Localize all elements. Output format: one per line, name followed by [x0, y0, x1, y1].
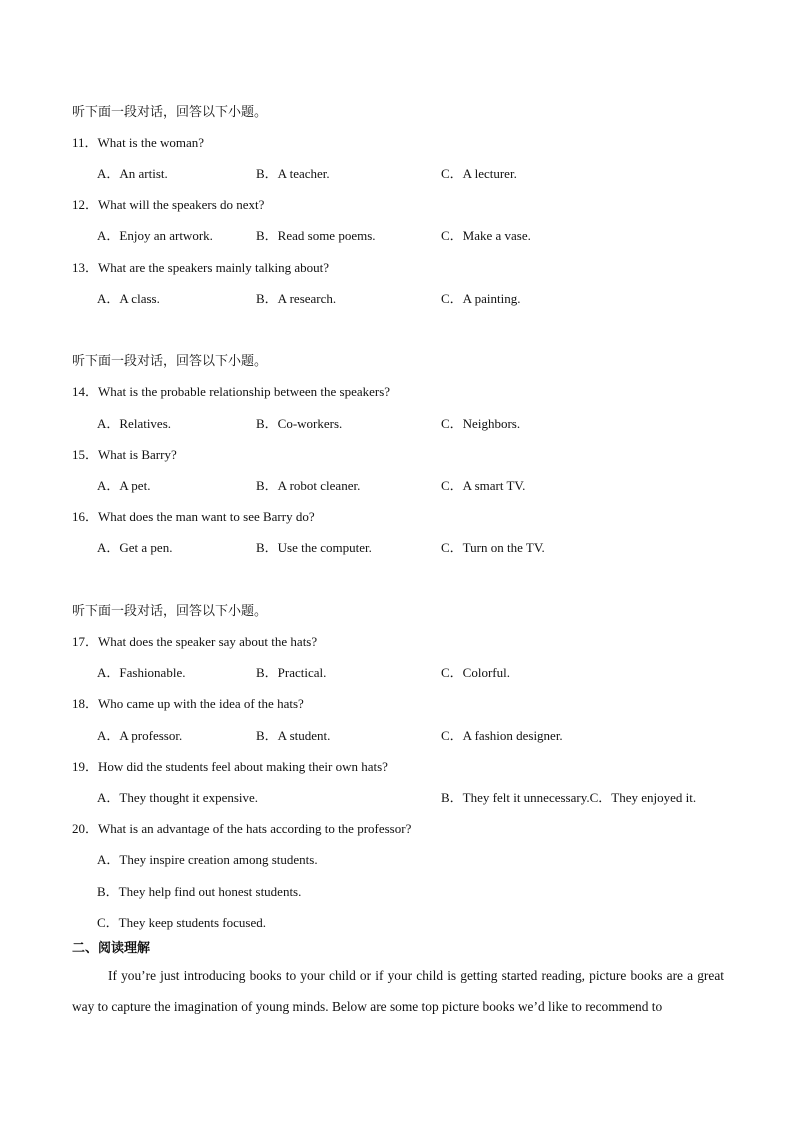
option-text: They thought it expensive. [119, 790, 259, 805]
option-letter: C． [441, 416, 463, 431]
option-text: They enjoyed it. [611, 790, 697, 805]
option-text: A smart TV. [462, 478, 526, 493]
option-letter: C． [441, 166, 463, 181]
option-14-c [441, 416, 520, 432]
option-letter: A． [97, 665, 120, 680]
question-14 [72, 384, 390, 400]
option-text: Relatives. [119, 416, 172, 431]
question-number: 13． [72, 260, 99, 275]
option-13-b [256, 291, 336, 307]
option-letter: C． [97, 915, 119, 930]
option-14-b [256, 416, 342, 432]
option-letter: B． [256, 166, 278, 181]
option-text: Read some poems. [277, 228, 376, 243]
option-19-c [590, 790, 697, 805]
option-text: An artist. [119, 166, 168, 181]
question-15 [72, 447, 177, 463]
option-letter: A． [97, 291, 120, 306]
option-11-b [256, 166, 330, 182]
option-text: A class. [119, 291, 160, 306]
question-number: 19． [72, 759, 99, 774]
option-letter: A． [97, 228, 120, 243]
option-letter: C． [441, 478, 463, 493]
option-letter: B． [441, 790, 463, 805]
option-letter: C． [441, 728, 463, 743]
question-text: What is an advantage of the hats according to the professor? [98, 821, 412, 836]
question-19 [72, 759, 388, 775]
question-text: What does the speaker say about the hats? [98, 634, 318, 649]
option-14-a [97, 416, 171, 432]
option-text: They inspire creation among students. [119, 852, 318, 867]
option-text: Turn on the TV. [462, 540, 545, 555]
option-15-a [97, 478, 150, 494]
option-text: A student. [277, 728, 331, 743]
option-letter: A． [97, 852, 120, 867]
option-13-a [97, 291, 160, 307]
option-letter: A． [97, 166, 120, 181]
option-letter: A． [97, 728, 120, 743]
question-text: What is the probable relationship between the speakers? [98, 384, 391, 399]
option-text: Use the computer. [277, 540, 372, 555]
option-18-c [441, 728, 563, 744]
option-text: They felt it unnecessary. [462, 790, 590, 805]
option-letter: B． [256, 728, 278, 743]
question-17 [72, 634, 317, 650]
option-text: A professor. [119, 728, 183, 743]
question-20 [72, 821, 411, 837]
option-18-b [256, 728, 330, 744]
section-1-intro: 听下面一段对话，回答以下小题。 [72, 104, 268, 119]
question-12 [72, 197, 264, 213]
section-3-intro: 听下面一段对话，回答以下小题。 [72, 603, 268, 618]
question-18 [72, 696, 304, 712]
option-15-c [441, 478, 525, 494]
option-20-b [97, 884, 301, 900]
question-number: 17． [72, 634, 99, 649]
question-text: What is Barry? [98, 447, 177, 462]
option-text: Fashionable. [119, 665, 186, 680]
option-letter: A． [97, 790, 120, 805]
option-letter: B． [256, 665, 278, 680]
option-text: Practical. [277, 665, 327, 680]
question-number: 16． [72, 509, 99, 524]
option-text: A lecturer. [462, 166, 517, 181]
option-13-c [441, 291, 520, 307]
option-text: A teacher. [277, 166, 330, 181]
option-letter: B． [256, 416, 278, 431]
question-text: What are the speakers mainly talking about? [98, 260, 330, 275]
option-text: Enjoy an artwork. [119, 228, 213, 243]
option-text: Colorful. [462, 665, 510, 680]
question-13 [72, 260, 329, 276]
option-15-b [256, 478, 360, 494]
question-number: 14． [72, 384, 99, 399]
reading-heading: 二、阅读理解 [72, 940, 151, 955]
option-16-a [97, 540, 172, 556]
paragraph-text: If you’re just introducing books to your child or if your child is getting started reading, picture books are a great way to capture the imagination of young minds. Below are some top picture books we’d like to recommend to [72, 968, 724, 1014]
option-letter: A． [97, 478, 120, 493]
option-17-a [97, 665, 185, 681]
option-16-c [441, 540, 545, 556]
question-16 [72, 509, 315, 525]
option-18-a [97, 728, 182, 744]
option-text: They help find out honest students. [118, 884, 302, 899]
question-11 [72, 135, 204, 151]
option-text: A robot cleaner. [277, 478, 361, 493]
option-11-a [97, 166, 168, 182]
question-number: 18． [72, 696, 99, 711]
option-text: A fashion designer. [462, 728, 563, 743]
option-letter: B． [256, 478, 278, 493]
option-11-c [441, 166, 517, 182]
question-text: What is the woman? [97, 135, 205, 150]
option-letter: A． [97, 540, 120, 555]
option-16-b [256, 540, 372, 556]
option-letter: B． [256, 291, 278, 306]
option-text: Co-workers. [277, 416, 343, 431]
option-letter: C． [441, 291, 463, 306]
option-text: Make a vase. [462, 228, 531, 243]
option-12-c [441, 228, 531, 244]
option-letter: B． [256, 540, 278, 555]
option-letter: C． [589, 790, 612, 805]
option-text: Neighbors. [462, 416, 521, 431]
option-letter: C． [441, 665, 463, 680]
question-number: 15． [72, 447, 99, 462]
option-17-c [441, 665, 510, 681]
option-17-b [256, 665, 326, 681]
option-letter: A． [97, 416, 120, 431]
question-number: 11． [72, 135, 98, 150]
section-2-intro: 听下面一段对话，回答以下小题。 [72, 353, 268, 368]
option-12-b [256, 228, 376, 244]
question-text: Who came up with the idea of the hats? [98, 696, 304, 711]
question-text: How did the students feel about making their own hats? [98, 759, 388, 774]
option-12-a [97, 228, 213, 244]
option-letter: C． [441, 540, 463, 555]
reading-paragraph [72, 960, 724, 1022]
option-text: They keep students focused. [118, 915, 266, 930]
question-text: What does the man want to see Barry do? [98, 509, 315, 524]
option-letter: C． [441, 228, 463, 243]
option-text: A painting. [462, 291, 521, 306]
question-text: What will the speakers do next? [98, 197, 265, 212]
option-text: A pet. [119, 478, 151, 493]
option-19-b [441, 790, 696, 806]
option-19-a [97, 790, 258, 806]
question-number: 12． [72, 197, 99, 212]
question-number: 20． [72, 821, 99, 836]
option-20-c [97, 915, 266, 931]
option-letter: B． [256, 228, 278, 243]
option-20-a [97, 852, 318, 868]
option-letter: B． [97, 884, 119, 899]
option-text: Get a pen. [119, 540, 173, 555]
option-text: A research. [277, 291, 337, 306]
